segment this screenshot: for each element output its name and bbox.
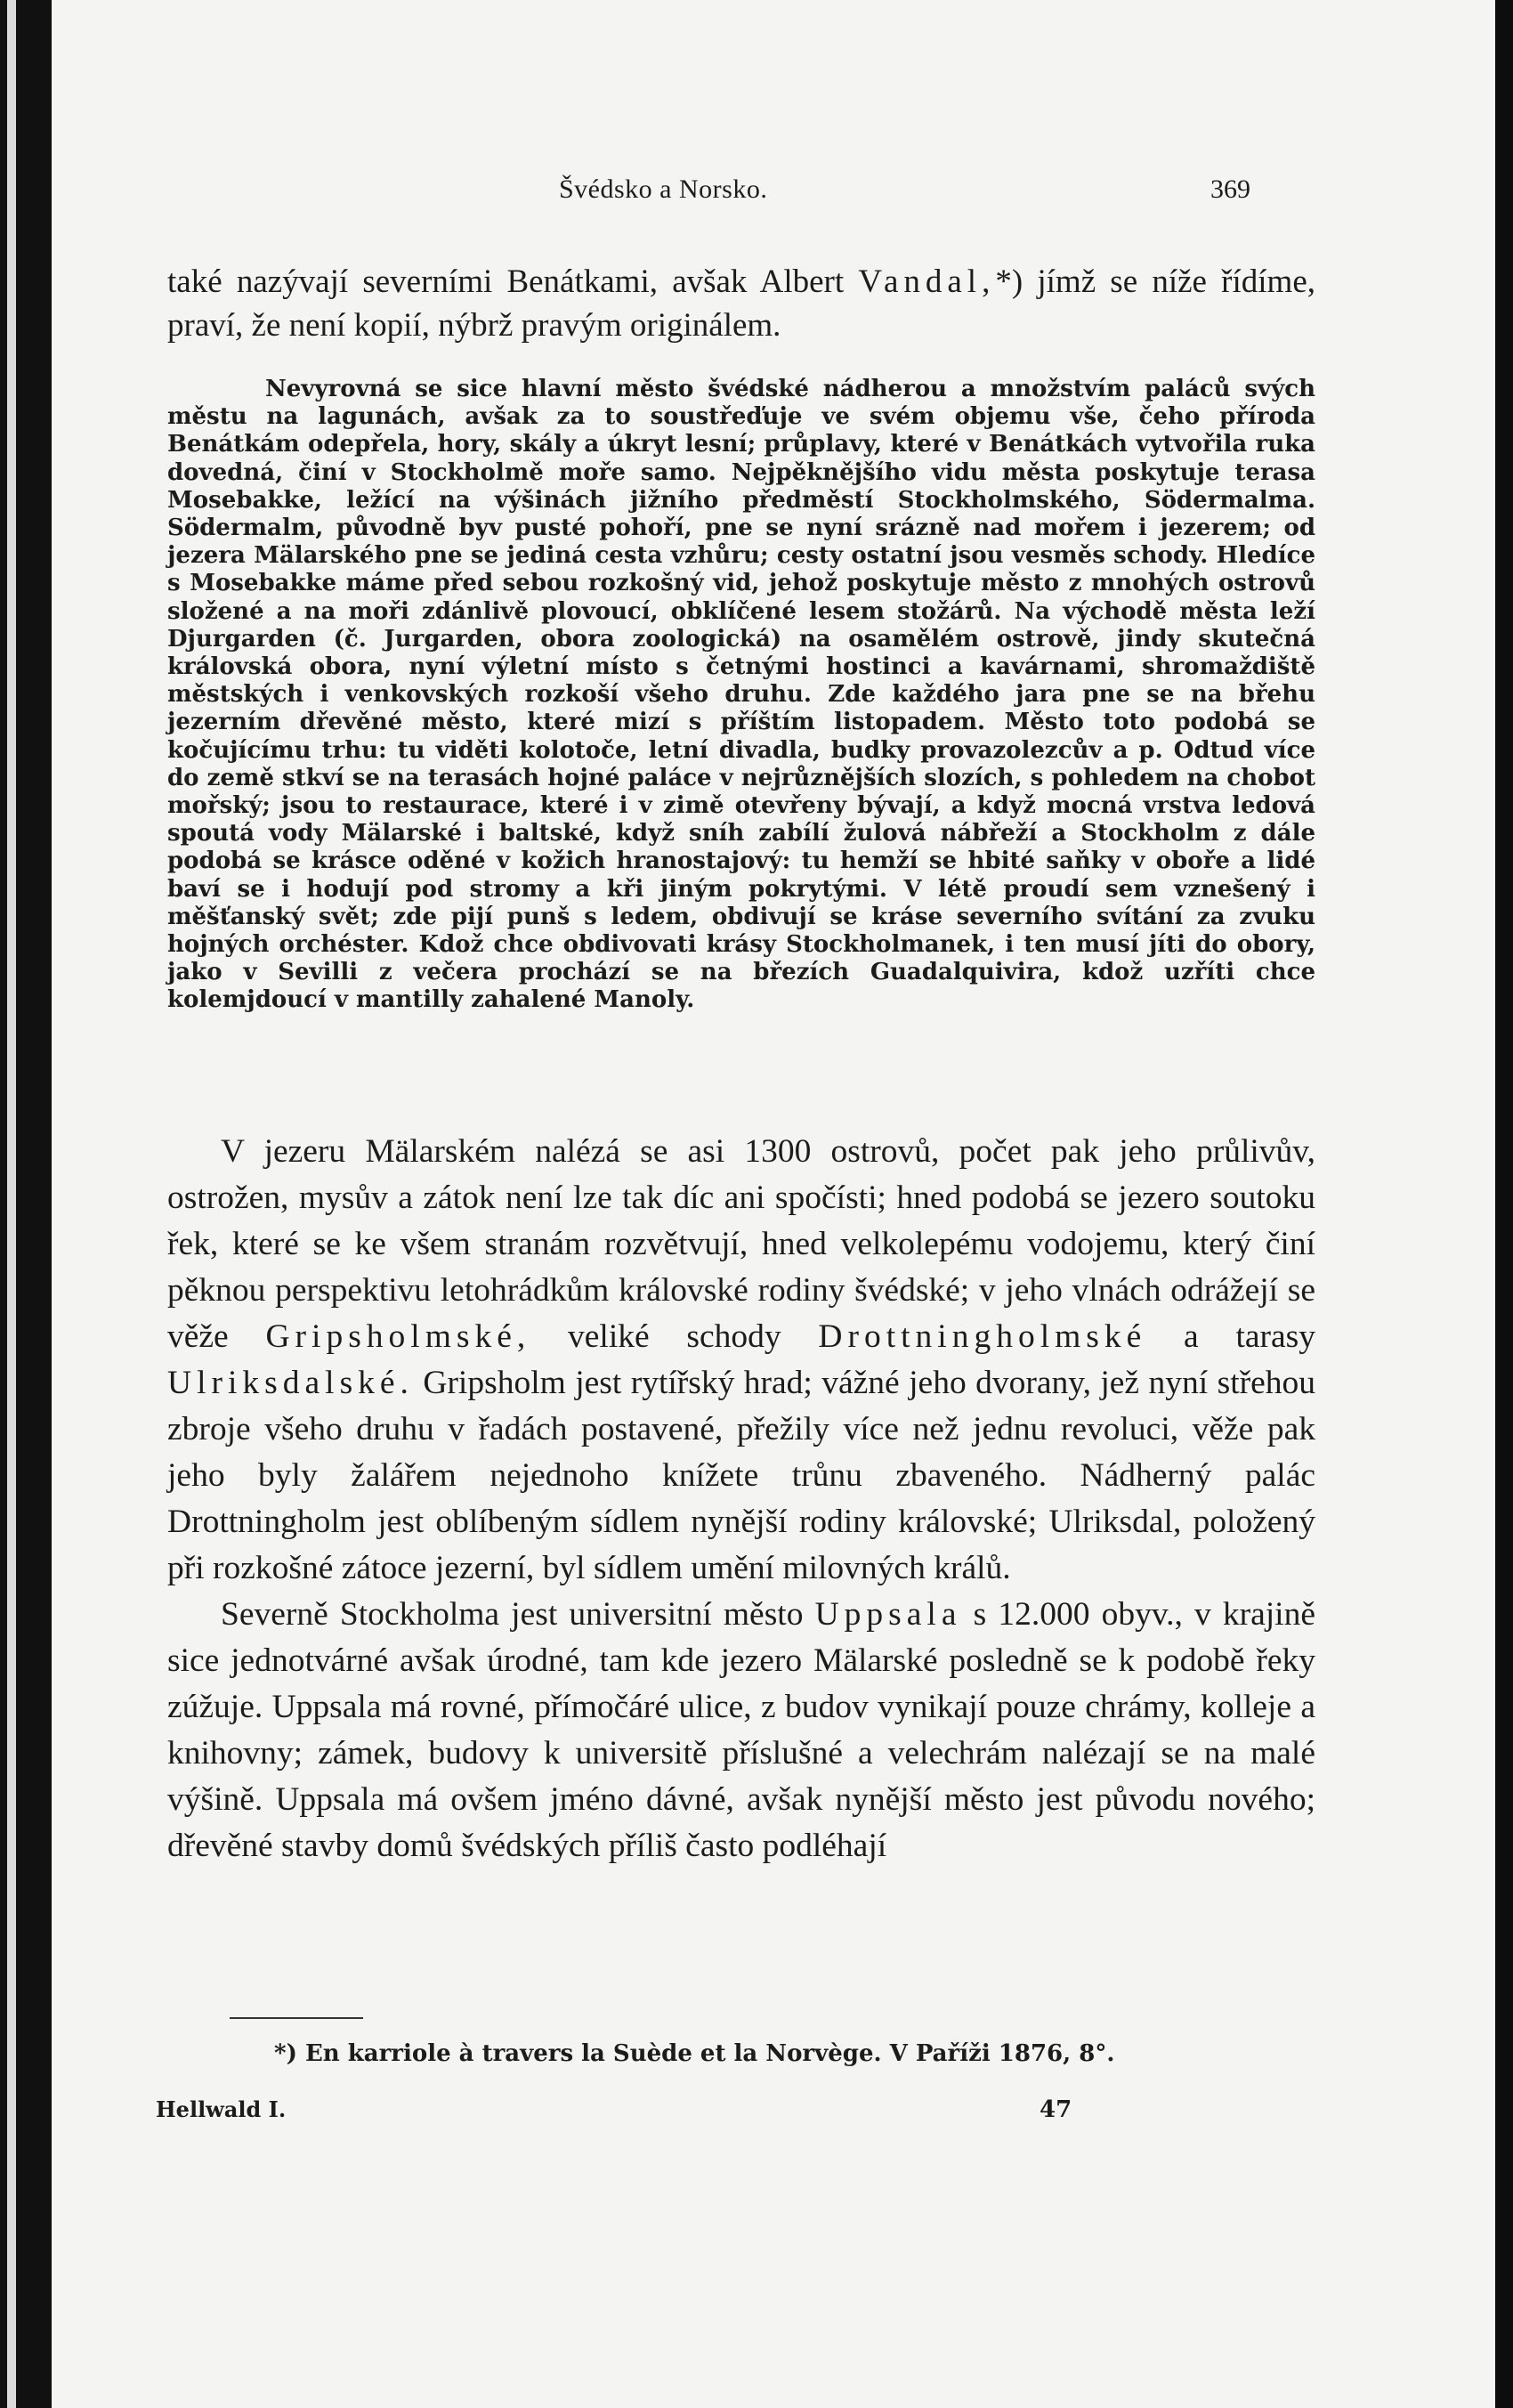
spaced-term: Uppsala (814, 1596, 962, 1633)
paragraph-malaren (167, 1129, 1315, 1592)
spaced-term: Drottningholmské (818, 1318, 1147, 1355)
scan-right-edge (1495, 0, 1513, 2408)
scan-left-edge (0, 0, 52, 2408)
author-name-spaced: Vandal, (858, 264, 996, 300)
paragraph-text: a tarasy (1146, 1318, 1315, 1355)
spaced-term: Ulriksdalské. (167, 1365, 414, 1401)
paragraph-text: veliké schody (530, 1318, 819, 1355)
printer-signature (52, 2096, 1495, 2127)
paragraph-text: V jezeru Mälarském nalézá se asi 1300 ostrovů, počet pak jeho průlivův, ostrožen, mysův a zátok není lze tak díc ani spočísti; hned podobá se jezero soutoku řek, které se ke všem stranám rozvětvují, hned velkolepému vodojemu, který činí pěknou perspektivu letohrádkům královské rodiny švédské; v jeho vlnách odrážejí se věže (167, 1133, 1315, 1355)
main-text (167, 1129, 1315, 1869)
signature-author: Hellwald I. (156, 2096, 287, 2122)
intro-paragraph (167, 260, 1315, 347)
paragraph-text: Severně Stockholma jest universitní město (221, 1596, 815, 1633)
spaced-term: Gripsholmské, (265, 1318, 531, 1355)
page-header (52, 174, 1495, 210)
page-number: 369 (1210, 174, 1250, 204)
signature-sheet-number: 47 (1040, 2096, 1072, 2123)
paragraph-text: s 12.000 obyv., v krajině sice jednotvárné avšak úrodné, tam kde jezero Mälarské posledně se k podobě řeky zúžuje. Uppsala má rovné, přímočáré ulice, z budov vynikají pouze chrámy, kolleje a knihovny; zámek, budovy k universitě příslušné a velechrám nalézají se na malé výšině. Uppsala má ovšem jméno dávné, avšak nynější město jest původu nového; dřevěné stavby domů švédských příliš často podléhají (167, 1596, 1315, 1864)
footnote: *) En karriole à travers la Suède et la Norvège. V Paříži 1876, 8°. (274, 2040, 1115, 2067)
previous-page-edge (7, 0, 16, 2408)
running-title: Švédsko a Norsko. (559, 174, 768, 204)
book-page (52, 0, 1495, 2408)
paragraph-text: Gripsholm jest rytířský hrad; vážné jeho dvorany, jež nyní střehou zbroje všeho druhu v řadách postavené, přežily více než jednu revoluci, věže pak jeho byly žalářem nejednoho knížete trůnu zbaveného. Nádherný palác Drottningholm jest oblíbeným sídlem nynější rodiny královské; Ulriksdal, položený při rozkošné zátoce jezerní, byl sídlem umění milovných králů. (167, 1365, 1315, 1586)
footnote-divider (230, 2017, 363, 2019)
intro-text: také nazývají severními Benátkami, avšak Albert (167, 264, 859, 300)
quoted-passage: Nevyrovná se sice hlavní město švédské nádherou a množstvím paláců svých městu na lagunách, avšak za to soustřeďuje ve svém objemu vše, čeho příroda Benátkám odepřela, hory, skály a úkryt lesní; průplavy, které v Benátkách vytvořila ruka dovedná, činí v Stockholmě moře samo. Nejpěknějšího vidu města poskytuje terasa Mosebakke, ležící na výšinách jižního předměstí Stockholmského, Södermalma. Södermalm, původně byv pusté pohoří, pne se nyní srázně nad mořem i jezerem; od jezera Mälarského pne se jediná cesta vzhůru; cesty ostatní jsou vesměs schody. Hledíce s Mosebakke máme před sebou rozkošný vid, jehož poskytuje město z mnohých ostrovů složené a na moři zdánlivě plovoucí, obklíčené lesem stožárů. Na východě města leží Djurgarden (č. Jurgarden, obora zoologická) na osamělém ostrově, jindy skutečná královská obora, nyní výletní místo s četnými hostinci a kavárnami, shromaždiště městských i venkovských rozkoší všeho druhu. Zde každého jara pne se na břehu jezerním dřevěné město, které mizí s příštím listopadem. Město toto podobá se kočujícímu trhu: tu viděti kolotoče, letní divadla, budky provazolezcův a p. Odtud více do země stkví se na terasách hojné paláce v nejrůznějších slozích, s pohledem na chobot mořský; jsou to restaurace, které i v zimě otevřeny bývají, a když mocná vrstva ledová spoutá vody Mälarské i baltské, když sníh zabílí žulová nábřeží a Stockholm z dále podobá se krásce oděné v kožich hranostajový: tu hemží se hbité saňky v oboře a lidé baví se i hodují pod stromy a kři jiným pokrytými. V létě proudí sem vznešený i měšťanský svět; zde pijí punš s ledem, obdivují se kráse severního svítání za zvuku hojných orchéster. Kdož chce obdivovati krásy Stockholmanek, i ten musí jíti do obory, jako v Sevilli z večera prochází se na březích Guadalquivira, kdož uzříti chce kolemjdoucí v mantilly zahalené Manoly. (167, 376, 1315, 1014)
intro-text-continued: *) jímž se níže řídíme, praví, že není kopií, nýbrž pravým originálem. (167, 264, 1315, 344)
paragraph-uppsala (167, 1592, 1315, 1869)
